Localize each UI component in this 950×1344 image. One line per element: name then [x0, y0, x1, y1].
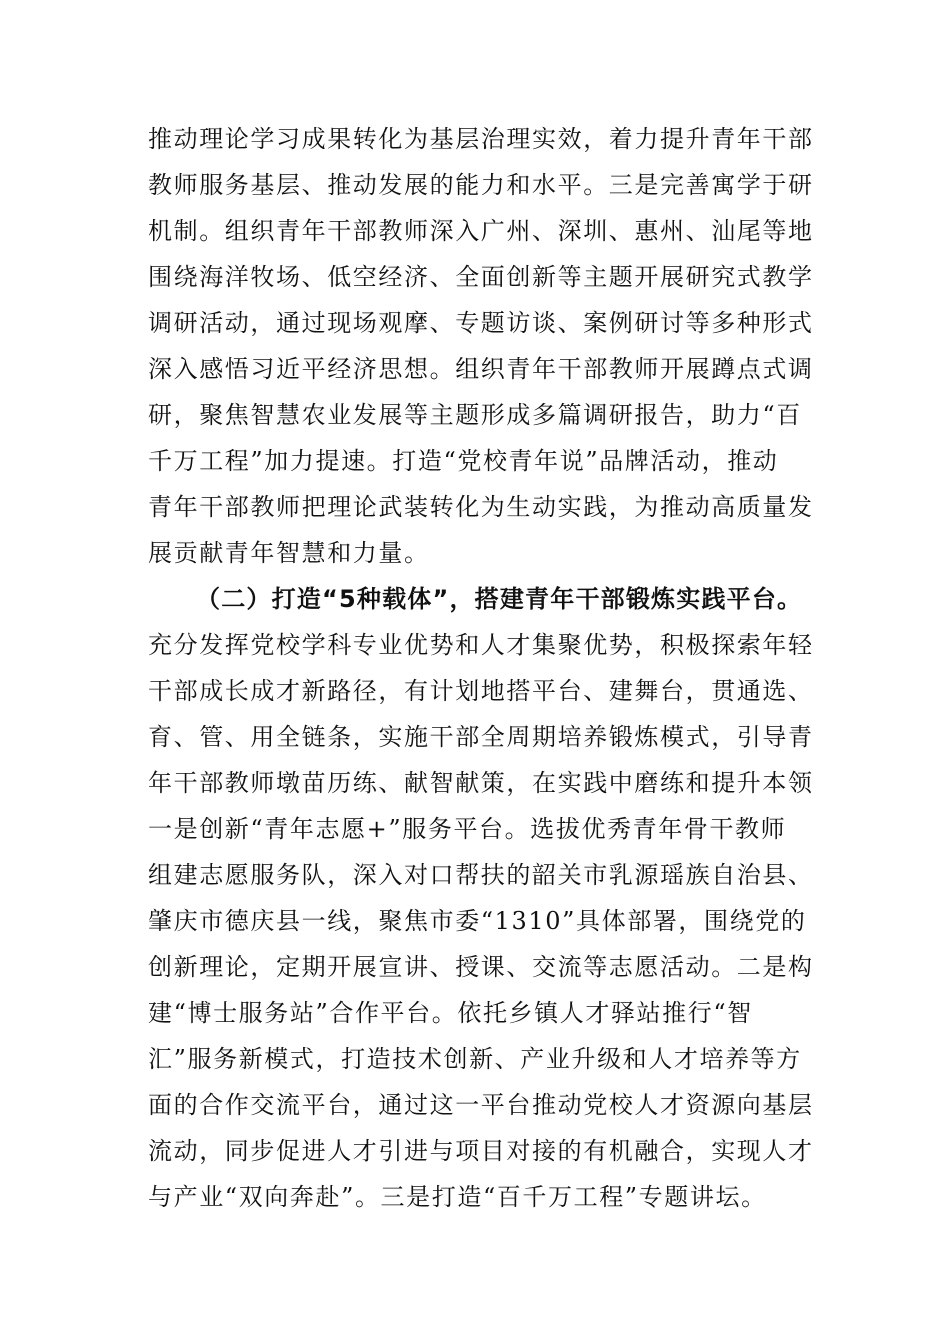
text-line: 育、管、用全链条，实施干部全周期培养锻炼模式，引导青: [148, 723, 814, 751]
text-line: 推动理论学习成果转化为基层治理实效，着力提升青年干部: [148, 125, 814, 153]
text-line: 深入感悟习近平经济思想。组织青年干部教师开展蹲点式调: [148, 355, 814, 383]
text-line: 调研活动，通过现场观摩、专题访谈、案例研讨等多种形式: [148, 309, 814, 337]
text-line: 教师服务基层、推动发展的能力和水平。三是完善寓学于研: [148, 171, 814, 199]
text-line: 青年干部教师把理论武装转化为生动实践，为推动高质量发: [148, 493, 814, 521]
text-line: 肇庆市德庆县一线，聚焦市委“1310”具体部署，围绕党的: [148, 907, 807, 935]
text-line: 千万工程”加力提速。打造“党校青年说”品牌活动，推动: [148, 447, 779, 475]
text-line: 年干部教师墩苗历练、献智献策，在实践中磨练和提升本领: [148, 769, 814, 797]
text-line: 创新理论，定期开展宣讲、授课、交流等志愿活动。二是构: [148, 953, 814, 981]
text-line: 流动，同步促进人才引进与项目对接的有机融合，实现人才: [148, 1137, 814, 1165]
section-heading: （二）打造“5种载体”，搭建青年干部锻炼实践平台。: [196, 585, 803, 613]
text-line: 机制。组织青年干部教师深入广州、深圳、惠州、汕尾等地: [148, 217, 814, 245]
text-line: 研，聚焦智慧农业发展等主题形成多篇调研报告，助力“百: [148, 401, 802, 429]
text-line: 建“博士服务站”合作平台。依托乡镇人才驿站推行“智: [148, 999, 753, 1027]
text-line: 与产业“双向奔赴”。三是打造“百千万工程”专题讲坛。: [148, 1183, 767, 1211]
text-line: 展贡献青年智慧和力量。: [148, 539, 430, 567]
text-line: 干部成长成才新路径，有计划地搭平台、建舞台，贯通选、: [148, 677, 814, 705]
text-line: 围绕海洋牧场、低空经济、全面创新等主题开展研究式教学: [148, 263, 814, 291]
text-line: 一是创新“青年志愿+”服务平台。选拔优秀青年骨干教师: [148, 815, 787, 843]
text-line: 汇”服务新模式，打造技术创新、产业升级和人才培养等方: [148, 1045, 802, 1073]
text-line: 充分发挥党校学科专业优势和人才集聚优势，积极探索年轻: [148, 631, 814, 659]
text-line: 组建志愿服务队，深入对口帮扶的韶关市乳源瑶族自治县、: [148, 861, 814, 889]
text-line: 面的合作交流平台，通过这一平台推动党校人才资源向基层: [148, 1091, 814, 1119]
